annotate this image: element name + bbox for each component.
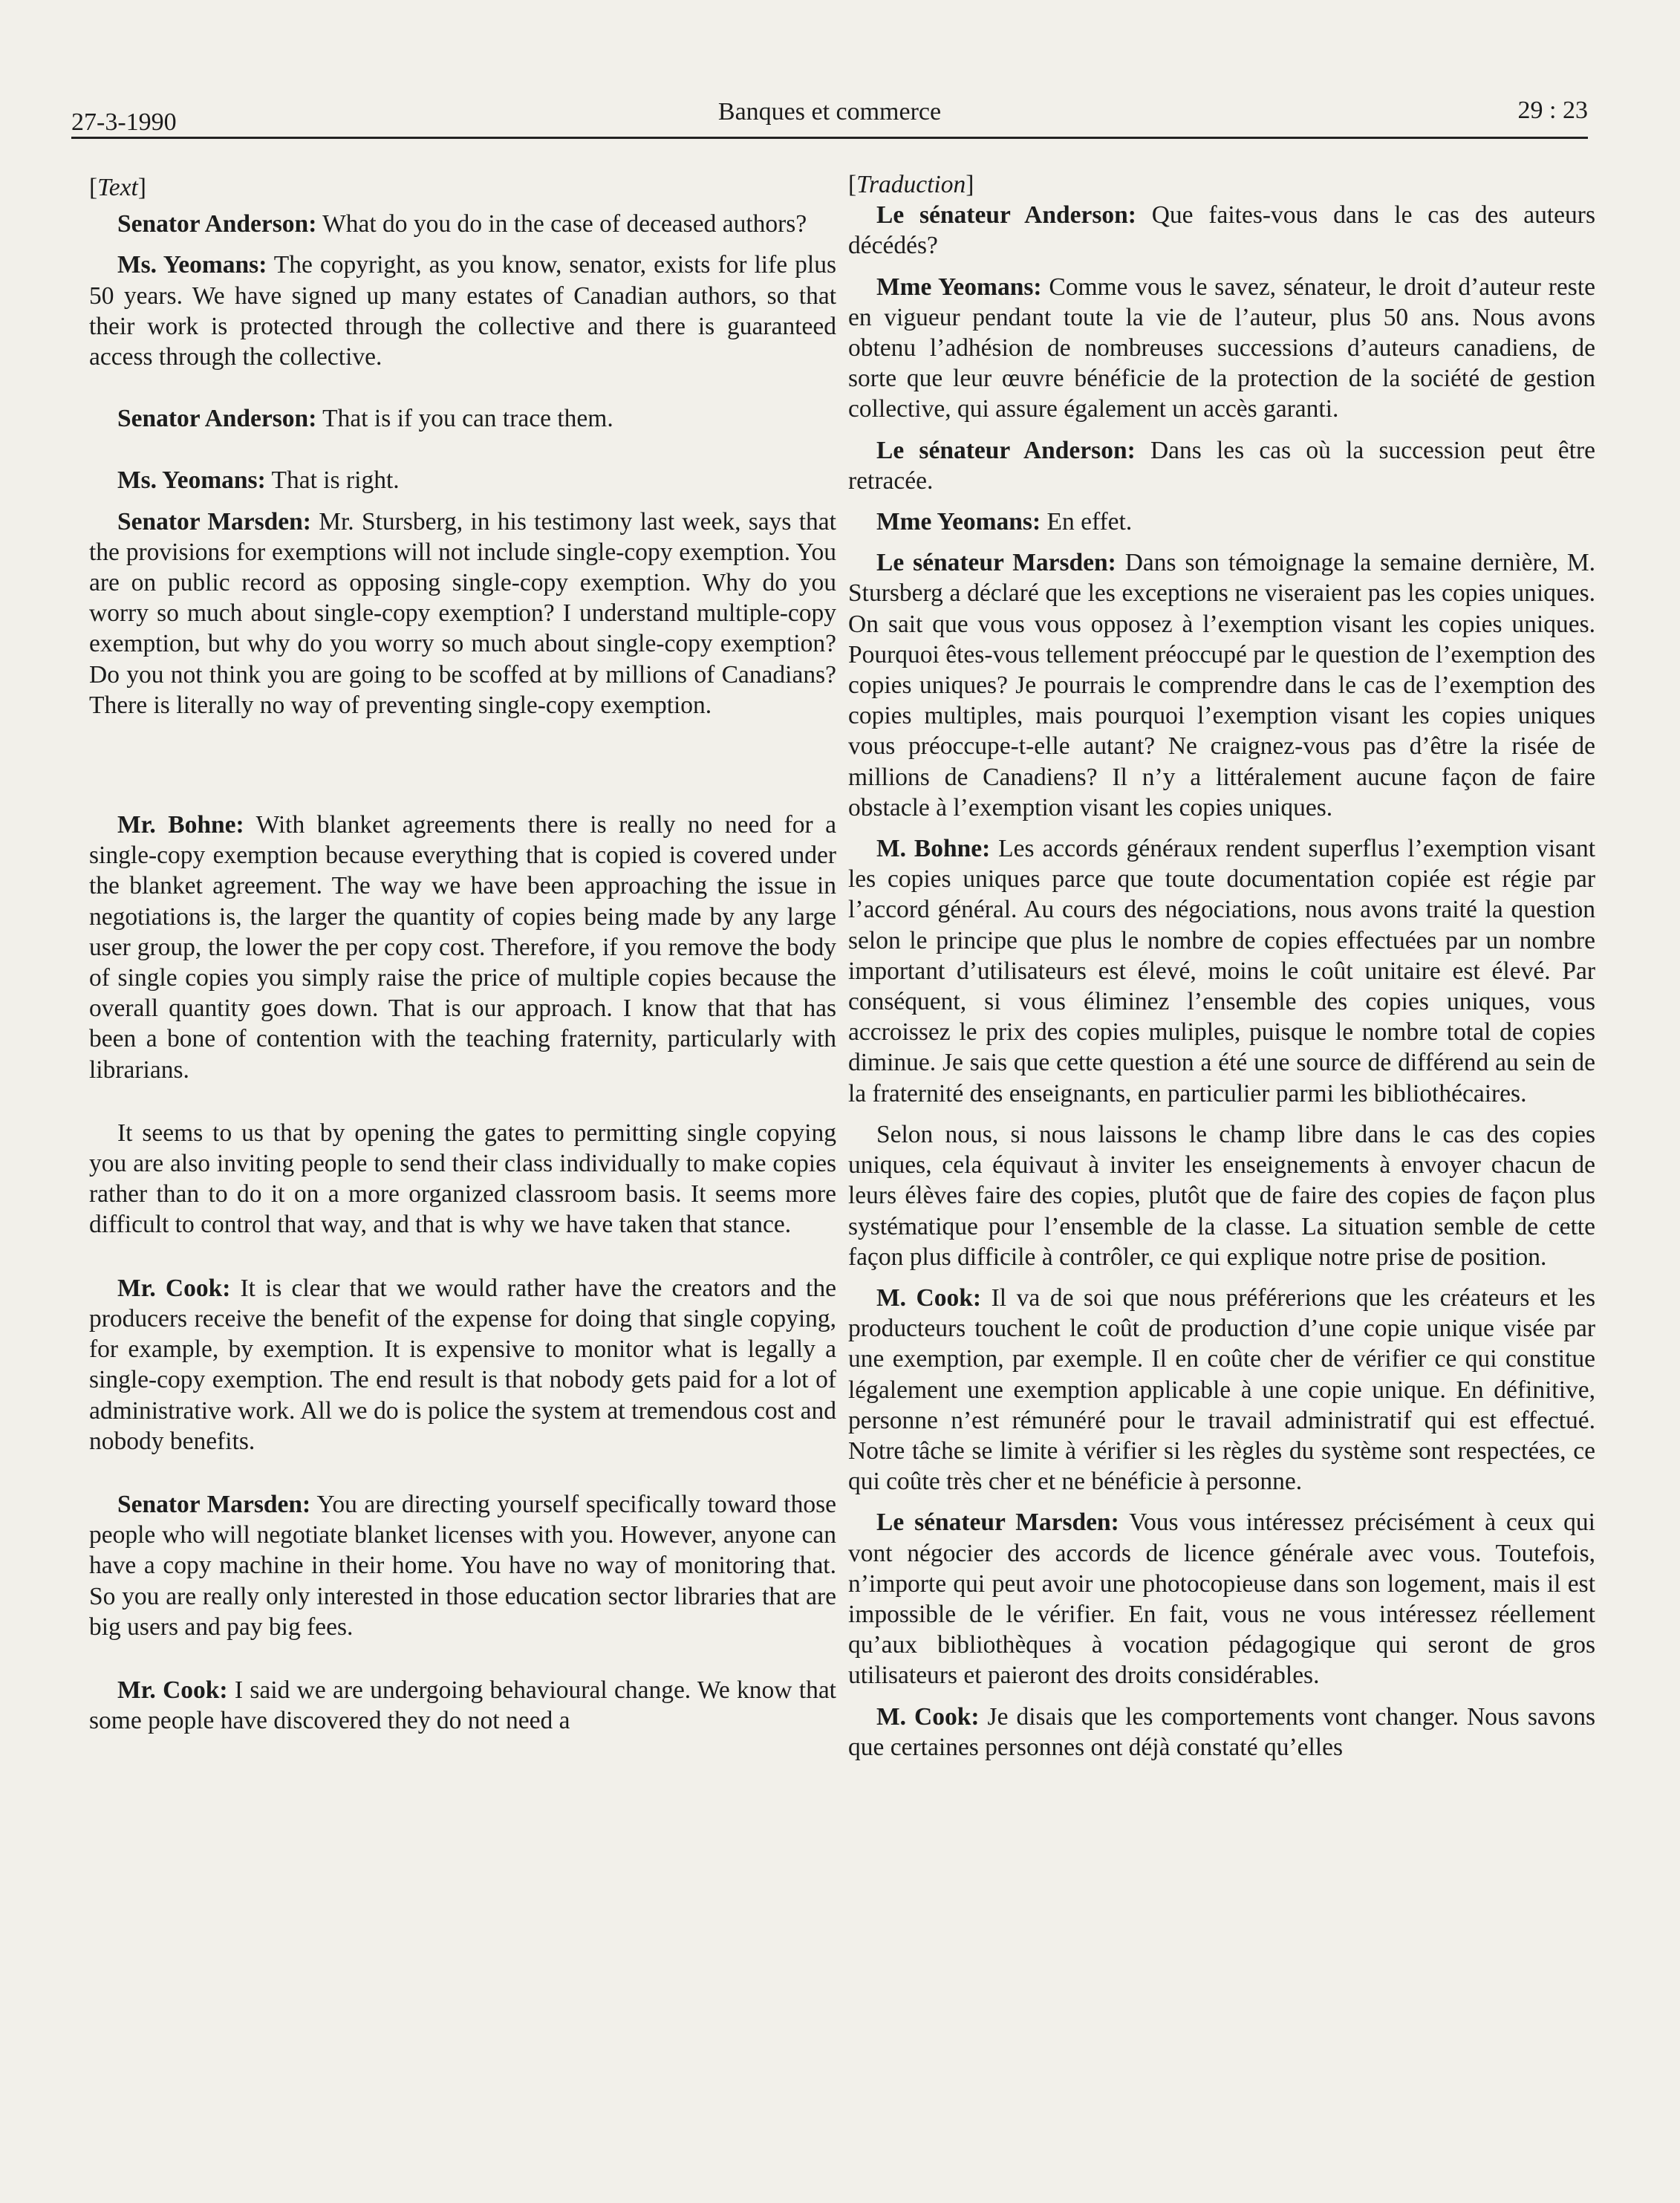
remark: It seems to us that by opening the gates to permitting single copying you are also inviting people to send their class individually to make copies rather than to do it on a more organized classroom basis. It seems more difficult to control that way, and that is why we have taken that stance. bbox=[89, 1119, 836, 1239]
left-entry bbox=[89, 1489, 836, 1642]
right-entry bbox=[848, 1507, 1595, 1691]
speaker: Mr. Cook: bbox=[117, 1274, 231, 1302]
page-header bbox=[71, 95, 1588, 140]
speaker: Ms. Yeomans: bbox=[117, 251, 267, 279]
right-entry bbox=[848, 507, 1595, 537]
speaker: Mme Yeomans: bbox=[876, 273, 1042, 301]
speaker: M. Bohne: bbox=[876, 835, 991, 863]
speaker: Ms. Yeomans: bbox=[117, 466, 266, 495]
right-entry bbox=[848, 435, 1595, 496]
left-entry bbox=[89, 250, 836, 372]
remark: Les accords généraux rendent superflus l’exemption visant les copies uniques parce que toute documentation copiée est régie par l’accord général. Au cours des négociations, nous avons traité la question selon le principe que plus le nombre de copies effectuées par un nombre important d’utilisateurs est élevé, moins le coût unitaire est élevé. Par conséquent, si vous éliminez l’ensemble des copies uniques, vous accroissez le prix des copies muliples, puisque le nombre total de copies diminue. Je sais que cette question a été une source de différend au sein de la fraternité des enseignants, en particulier parmi les bibliothécaires. bbox=[848, 835, 1596, 1107]
left-entry bbox=[89, 507, 836, 720]
remark: Dans son témoignage la semaine dernière, M. Stursberg a déclaré que les exceptions ne viseraient pas les copies uniques. On sait que vous vous opposez à l’exemption visant les copies uniques. Pourquoi êtes-vous tellement préoccupé par le question de l’exemption des copies uniques? Je pourrais le comprendre dans le cas de l’exemption des copies multiples, mais pourquoi l’exemption visant les copies uniques vous préoccupe-t-elle autant? Ne craignez-vous pas d’être la risée de millions de Canadiens? Il n’y a littéralement aucune façon de faire obstacle à l’exemption visant les copies uniques. bbox=[848, 549, 1595, 821]
right-entry bbox=[848, 547, 1595, 823]
speaker: Senator Marsden: bbox=[117, 507, 311, 536]
remark: With blanket agreements there is really no need for a single-copy exemption because everything that is copied is covered under the blanket agreement. The way we have been approaching the issue in negotiations is, the larger the quantity of copies being made by any large user group, the lower the per copy cost. Therefore, if you remove the body of single copies you simply raise the price of multiple copies because the overall quantity goes down. That is our approach. I know that that has been a bone of contention with the teaching fraternity, particularly with librarians. bbox=[89, 811, 836, 1084]
left-entry bbox=[89, 403, 836, 434]
left-entry bbox=[89, 810, 836, 1085]
left-entry bbox=[89, 1118, 836, 1240]
speaker: Le sénateur Marsden: bbox=[876, 1509, 1119, 1537]
remark: You are directing yourself specifically toward those people who will negotiate blanket licenses with you. However, anyone can have a copy machine in their home. You have no way of monitoring that. So you are really only interested in those education sector libraries that are big users and pay big fees. bbox=[89, 1490, 836, 1641]
left-section-label: [Text] bbox=[89, 174, 146, 201]
right-column bbox=[848, 169, 1595, 1773]
remark: Je disais que les comportements vont changer. Nous savons que certaines personnes ont déjà constaté qu’elles bbox=[848, 1702, 1596, 1761]
right-entry bbox=[848, 1283, 1595, 1497]
left-column bbox=[89, 172, 836, 1746]
remark: What do you do in the case of deceased authors? bbox=[322, 210, 807, 238]
right-entry bbox=[848, 272, 1595, 425]
speaker: Senator Marsden: bbox=[117, 1490, 311, 1518]
left-entry bbox=[89, 465, 836, 495]
speaker: Le sénateur Anderson: bbox=[876, 201, 1136, 230]
remark: Selon nous, si nous laissons le champ libre dans le cas des copies uniques, cela équivaut à inviter les enseignements à envoyer chacun de leurs élèves faire des copies, plutôt que de faire des copies de façon plus systématique pour l’ensemble de la classe. La situation semble de cette façon plus difficile à contrôler, ce qui explique notre prise de position. bbox=[848, 1120, 1595, 1271]
remark: Que faites-vous dans le cas des auteurs décédés? bbox=[848, 201, 1595, 260]
remark: The copyright, as you know, senator, exists for life plus 50 years. We have signed up many estates of Canadian authors, so that their work is protected through the collective and there is guaranteed access through the collective. bbox=[89, 251, 836, 371]
remark: That is if you can trace them. bbox=[322, 405, 613, 433]
remark: Dans les cas où la succession peut être retracée. bbox=[848, 436, 1595, 495]
speaker: Senator Anderson: bbox=[117, 405, 317, 433]
right-entry bbox=[848, 1119, 1595, 1272]
header-date: 27-3-1990 bbox=[71, 108, 177, 136]
remark: Mr. Stursberg, in his testimony last week, says that the provisions for exemptions will not include single-copy exemption. You are on public record as opposing single-copy exemption. Why do you worry so much about single-copy exemption? I understand multiple-copy exemption, but why do you worry so much about single-copy exemption? Do you not think you are going to be scoffed at by millions of Canadians? There is literally no way of preventing single-copy exemption. bbox=[89, 507, 836, 719]
left-entry bbox=[89, 1273, 836, 1457]
header-page-number: 29 : 23 bbox=[1517, 97, 1588, 124]
remark: It is clear that we would rather have the creators and the producers receive the benefit of the expense for doing that single copying, for example, by exemption. It is expensive to monitor what is legally a single-copy exemption. The end result is that nobody gets paid for a lot of administrative work. All we do is police the system at tremendous cost and nobody benefits. bbox=[89, 1274, 836, 1455]
speaker: Mme Yeomans: bbox=[876, 508, 1041, 536]
right-entry bbox=[848, 833, 1595, 1109]
header-rule bbox=[71, 137, 1588, 139]
remark: En effet. bbox=[1046, 508, 1133, 536]
right-section-label: [Traduction] bbox=[848, 171, 974, 198]
speaker: M. Cook: bbox=[876, 1283, 982, 1312]
remark: That is right. bbox=[271, 466, 400, 495]
remark: Vous vous intéressez précisément à ceux qui vont négocier des accords de licence générale avec vous. Toutefois, n’importe qui peut avoir une photocopieuse dans son logement, mais il est impossible de le vérifier. En fait, vous ne vous intéressez réellement qu’aux bibliothèques à vocation pédagogique qui seront de gros utilisateurs et paieront des droits considérables. bbox=[848, 1509, 1595, 1690]
left-entry bbox=[89, 1675, 836, 1736]
remark: Comme vous le savez, sénateur, le droit d’auteur reste en vigueur pendant toute la vie de l’auteur, plus 50 ans. Nous avons obtenu l’adhésion de nombreuses successions d’auteurs canadiens, de sorte que leur œuvre bénéficie de la protection de la société de gestion collective, qui assure également un accès garanti. bbox=[848, 273, 1595, 423]
remark: I said we are undergoing behavioural change. We know that some people have discovered they do not need a bbox=[89, 1676, 836, 1735]
header-title: Banques et commerce bbox=[717, 98, 942, 126]
speaker: M. Cook: bbox=[876, 1702, 980, 1731]
right-entry bbox=[848, 200, 1595, 261]
speaker: Senator Anderson: bbox=[117, 210, 317, 238]
speaker: Le sénateur Anderson: bbox=[876, 436, 1136, 464]
left-entry bbox=[89, 209, 836, 239]
speaker: Mr. Bohne: bbox=[117, 811, 244, 839]
right-entry bbox=[848, 1702, 1595, 1763]
speaker: Le sénateur Marsden: bbox=[876, 549, 1116, 577]
speaker: Mr. Cook: bbox=[117, 1676, 228, 1704]
remark: Il va de soi que nous préférerions que les créateurs et les producteurs touchent le coût de production d’une copie unique visée par une exemption, par exemple. Il en coûte cher de vérifier ce qui constitue légalement une exemption applicable à une copie unique. En définitive, personne n’est rémunéré pour le travail administratif qui est effectué. Notre tâche se limite à vérifier si les règles du système sont respectées, ce qui coûte très cher et ne bénéficie à personne. bbox=[848, 1283, 1595, 1496]
